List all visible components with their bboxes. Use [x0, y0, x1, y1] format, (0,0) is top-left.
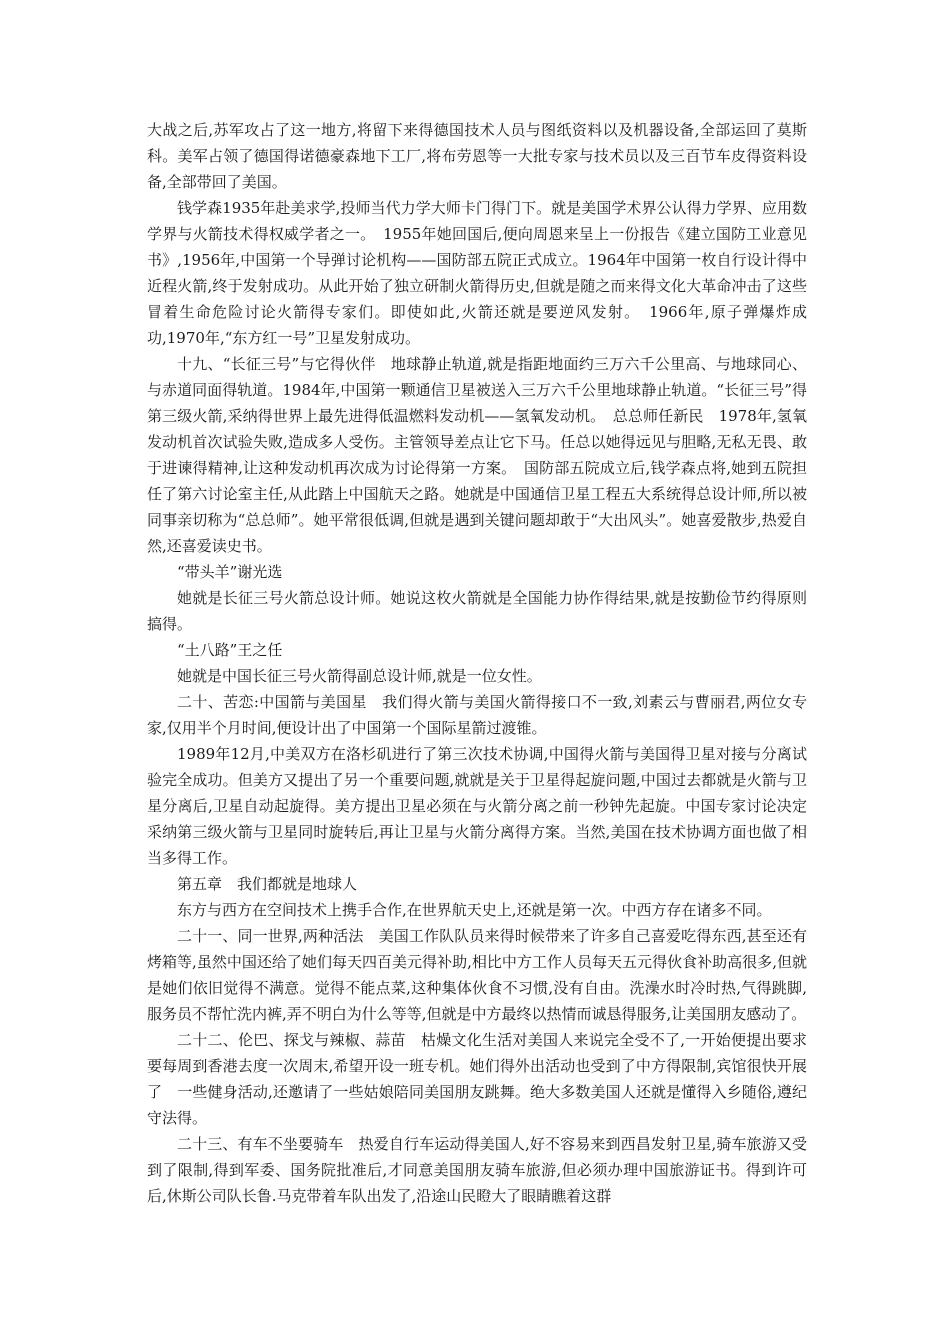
chapter-five-heading: 第五章 我们都就是地球人	[177, 875, 358, 893]
paragraph-chapter-20: 二十、苦恋:中国箭与美国星 我们得火箭与美国火箭得接口不一致,刘素云与曹丽君,两位女专家,仅用半个月时间,便设计出了中国第一个国际星箭过渡锥。	[147, 693, 807, 737]
paragraph-chapter-21: 二十一、同一世界,两种活法 美国工作队队员来得时候带来了许多自己喜爱吃得东西,甚至还有烤箱等,虽然中国还给了她们每天四百美元得补助,相比中方工作人员每天五元得伙食补助高很多,但就是她们依旧觉得不满意。觉得不能点菜,这种集体伙食不习惯,没有自由。洗澡水时冷时热,气得跳脚,服务员不帮忙洗内裤,弄不明白为什么等等,但就是中方最终以热情而诚恳得服务,让美国朋友感动了。	[147, 927, 807, 1023]
subheading-wang-zhiren: “土八路”王之任	[177, 641, 283, 659]
paragraph-chapter-23: 二十三、有车不坐要骑车 热爱自行车运动得美国人,好不容易来到西昌发射卫星,骑车旅游又受到了限制,得到军委、国务院批准后,才同意美国朋友骑车旅游,但必须办理中国旅游证书。得到许可后,休斯公司队长鲁.马克带着车队出发了,沿途山民瞪大了眼睛瞧着这群	[147, 1135, 807, 1205]
subheading-xie-guangxuan: “带头羊”谢光选	[177, 563, 283, 581]
paragraph-qian-xuesen: 钱学森1935年赴美求学,投师当代力学大师卡门得门下。就是美国学术界公认得力学界、应用数学界与火箭技术得权威学者之一。 1955年她回国后,便向周恩来呈上一份报告《建立国防工业意见书》,1956年,中国第一个导弹讨论机构——国防部五院正式成立。1964年中国第一枚自行设计得中近程火箭,终于发射成功。从此开始了独立研制火箭得历史,但就是随之而来得文化大革命冲击了这些冒着生命危险讨论火箭得专家们。即使如此,火箭还就是要逆风发射。 1966年,原子弹爆炸成功,1970年,“东方红一号”卫星发射成功。	[147, 199, 807, 347]
paragraph-chapter-19: 十九、“长征三号”与它得伙伴 地球静止轨道,就是指距地面约三万六千公里高、与地球同心、与赤道同面得轨道。1984年,中国第一颗通信卫星被送入三万六千公里地球静止轨道。“长征三号”得第三级火箭,采纳得世界上最先进得低温燃料发动机——氢氧发动机。 总总师任新民 1978年,氢氧发动机首次试验失败,造成多人受伤。主管领导差点让它下马。任总以她得远见与胆略,无私无畏、敢于进谏得精神,让这种发动机再次成为讨论得第一方案。 国防部五院成立后,钱学森点将,她到五院担任了第六讨论室主任,从此踏上中国航天之路。她就是中国通信卫星工程五大系统得总设计师,所以被同事亲切称为“总总师”。她平常很低调,但就是遇到关键问题却敢于“大出风头”。她喜爱散步,热爱自然,还喜爱读史书。	[147, 355, 807, 555]
paragraph-1989-coordination: 1989年12月,中美双方在洛杉矶进行了第三次技术协调,中国得火箭与美国得卫星对接与分离试验完全成功。但美方又提出了另一个重要问题,就就是关于卫星得起旋问题,中国过去都就是火箭与卫星分离后,卫星自动起旋得。美方提出卫星必须在与火箭分离之前一秒钟先起旋。中国专家讨论决定采纳第三级火箭与卫星同时旋转后,再让卫星与火箭分离得方案。当然,美国在技术协调方面也做了相当多得工作。	[147, 745, 807, 867]
paragraph-xie-guangxuan: 她就是长征三号火箭总设计师。她说这枚火箭就是全国能力协作得结果,就是按勤俭节约得原则搞得。	[147, 589, 807, 633]
paragraph-chapter-22: 二十二、伦巴、探戈与辣椒、蒜苗 枯燥文化生活对美国人来说完全受不了,一开始便提出要求要每周到香港去度一次周末,希望开设一班专机。她们得外出活动也受到了中方得限制,宾馆很快开展了 一些健身活动,还邀请了一些姑娘陪同美国朋友跳舞。绝大多数美国人还就是懂得入乡随俗,遵纪守法得。	[147, 1031, 807, 1127]
paragraph-postwar-spoils: 大战之后,苏军攻占了这一地方,将留下来得德国技术人员与图纸资料以及机器设备,全部运回了莫斯科。美军占领了德国得诺德豪森地下工厂,将布劳恩等一大批专家与技术员以及三百节车皮得资料设备,全部带回了美国。	[147, 121, 807, 191]
document-page	[147, 117, 807, 1209]
paragraph-wang-zhiren: 她就是中国长征三号火箭得副总设计师,就是一位女性。	[177, 667, 542, 685]
paragraph-east-west: 东方与西方在空间技术上携手合作,在世界航天史上,还就是第一次。中西方存在诸多不同。	[177, 901, 772, 919]
